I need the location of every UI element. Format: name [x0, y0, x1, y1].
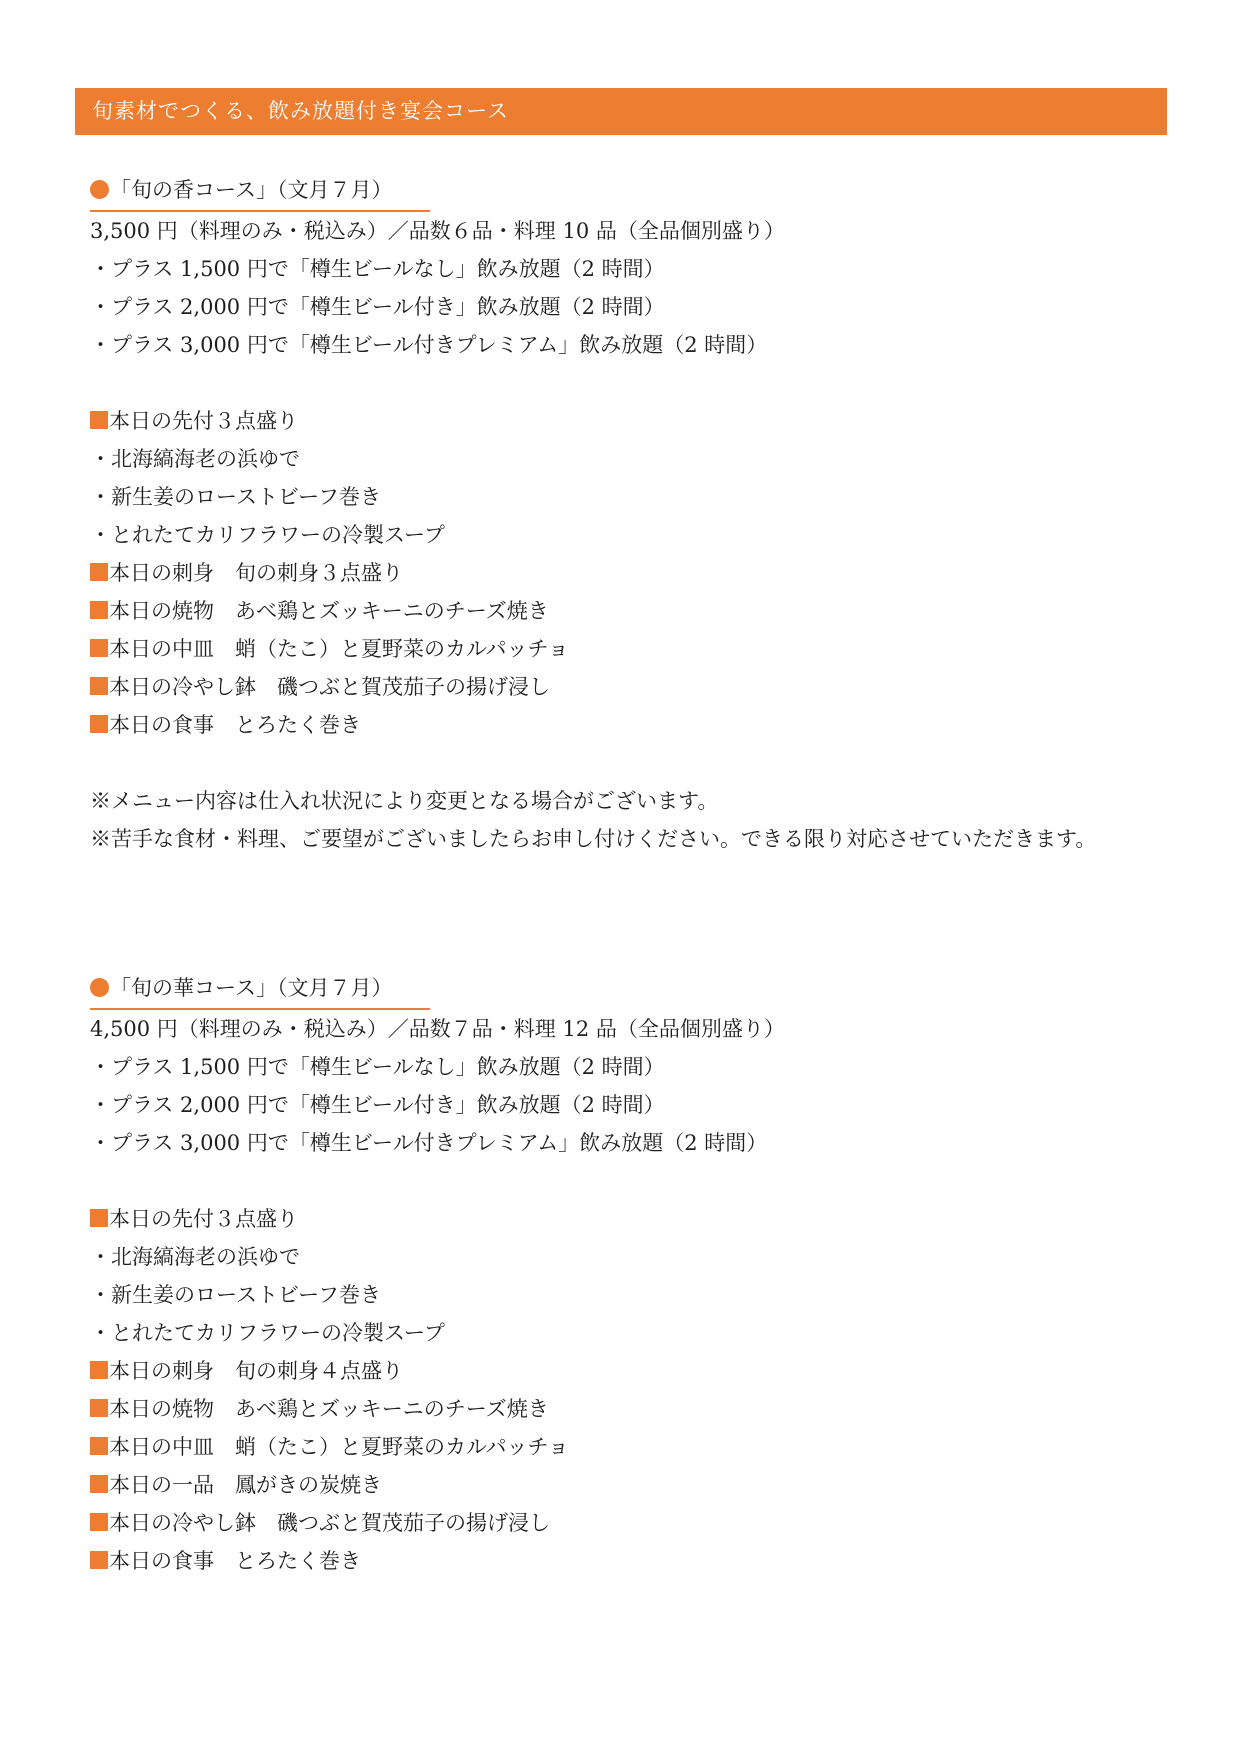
orange-square-icon [90, 677, 108, 695]
note-text: ※メニュー内容は仕入れ状況により変更となる場合がございます。 [90, 789, 719, 813]
orange-square-icon [90, 563, 108, 581]
orange-square-icon [90, 715, 108, 733]
course-heading-text: 「旬の華コース」（文月７月） [110, 976, 393, 1000]
course-heading-text: 「旬の香コース」（文月７月） [110, 178, 393, 202]
menu-item: 本日の焼物 あべ鶏とズッキーニのチーズ焼き [90, 592, 1170, 630]
menu-subitem: ・新生姜のローストビーフ巻き [90, 1283, 382, 1307]
orange-square-icon [90, 1361, 108, 1379]
orange-square-icon [90, 601, 108, 619]
course-price: 3,500 円（料理のみ・税込み）／品数６品・料理 10 品（全品個別盛り） [90, 219, 785, 243]
drink-plan: ・プラス 2,000 円で「樽生ビール付き」飲み放題（2 時間） [90, 1093, 665, 1117]
orange-dot-icon [90, 180, 109, 199]
drink-plan: ・プラス 3,000 円で「樽生ビール付きプレミアム」飲み放題（2 時間） [90, 333, 768, 357]
orange-square-icon [90, 1551, 108, 1569]
menu-item: 本日の中皿 蛸（たこ）と夏野菜のカルパッチョ [90, 1428, 1170, 1466]
orange-square-icon [90, 1475, 108, 1493]
menu-item: 本日の先付３点盛り [90, 1200, 1170, 1238]
menu-item: 本日の刺身 旬の刺身３点盛り [90, 554, 1170, 592]
course-section [90, 970, 1170, 1580]
menu-subitem: ・北海縞海老の浜ゆで [90, 447, 300, 471]
note-text: ※苦手な食材・料理、ご要望がございましたらお申し付けください。できる限り対応させていただきます。 [90, 827, 1097, 851]
menu-subitem: ・新生姜のローストビーフ巻き [90, 485, 382, 509]
course-section [90, 172, 1170, 858]
menu-subitem: ・とれたてカリフラワーの冷製スープ [90, 523, 445, 547]
menu-item: 本日の食事 とろたく巻き [90, 1542, 1170, 1580]
orange-dot-icon [90, 978, 109, 997]
menu-item: 本日の冷やし鉢 磯つぶと賀茂茄子の揚げ浸し [90, 668, 1170, 706]
orange-square-icon [90, 1513, 108, 1531]
course-heading [90, 970, 430, 1010]
orange-square-icon [90, 1209, 108, 1227]
orange-square-icon [90, 1399, 108, 1417]
menu-item: 本日の焼物 あべ鶏とズッキーニのチーズ焼き [90, 1390, 1170, 1428]
menu-item: 本日の冷やし鉢 磯つぶと賀茂茄子の揚げ浸し [90, 1504, 1170, 1542]
menu-subitem: ・北海縞海老の浜ゆで [90, 1245, 300, 1269]
drink-plan: ・プラス 2,000 円で「樽生ビール付き」飲み放題（2 時間） [90, 295, 665, 319]
orange-square-icon [90, 411, 108, 429]
orange-square-icon [90, 639, 108, 657]
menu-item: 本日の先付３点盛り [90, 402, 1170, 440]
menu-subitem: ・とれたてカリフラワーの冷製スープ [90, 1321, 445, 1345]
menu-item: 本日の一品 鳳がきの炭焼き [90, 1466, 1170, 1504]
orange-square-icon [90, 1437, 108, 1455]
title-banner: 旬素材でつくる、飲み放題付き宴会コース [75, 88, 1167, 135]
course-price: 4,500 円（料理のみ・税込み）／品数７品・料理 12 品（全品個別盛り） [90, 1017, 785, 1041]
menu-item: 本日の食事 とろたく巻き [90, 706, 1170, 744]
menu-item: 本日の中皿 蛸（たこ）と夏野菜のカルパッチョ [90, 630, 1170, 668]
drink-plan: ・プラス 1,500 円で「樽生ビールなし」飲み放題（2 時間） [90, 257, 665, 281]
drink-plan: ・プラス 1,500 円で「樽生ビールなし」飲み放題（2 時間） [90, 1055, 665, 1079]
menu-item: 本日の刺身 旬の刺身４点盛り [90, 1352, 1170, 1390]
drink-plan: ・プラス 3,000 円で「樽生ビール付きプレミアム」飲み放題（2 時間） [90, 1131, 768, 1155]
course-heading [90, 172, 430, 212]
